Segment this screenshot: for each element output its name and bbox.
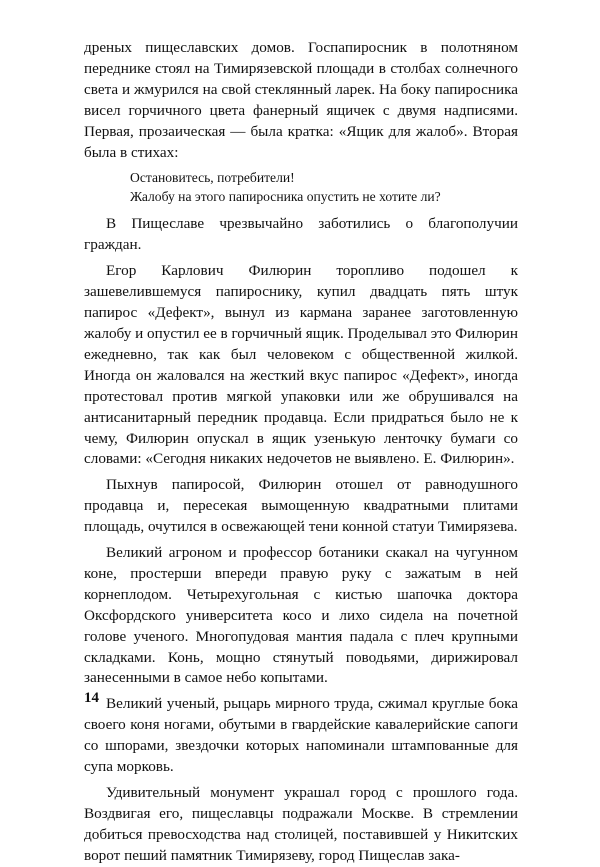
verse-block xyxy=(130,168,518,206)
paragraph: Великий ученый, рыцарь мирного труда, сжимал круглые бока своего коня ногами, обутыми в гвардейские кавалерийские сапоги со шпорами, звездочки которых напоминали штампованные для супа морковь. xyxy=(84,695,518,776)
paragraph: Удивительный монумент украшал город с прошлого года. Воздвигая его, пищеславцы подражали Москве. В стремлении добиться превосходства над столицей, поставившей у Никитских ворот пеший памятник Тимирязеву, город Пищеслав зака- xyxy=(84,784,518,864)
paragraph: Пыхнув папиросой, Филюрин отошел от равнодушного продавца и, пересекая вымощенную квадратными плитами площадь, очутился в освежающей тени конной статуи Тимирязева. xyxy=(84,476,518,536)
verse-line: Жалобу на этого папиросника опустить не хотите ли? xyxy=(130,189,441,205)
paragraph: Великий агроном и профессор ботаники скакал на чугунном коне, простерши впереди правую руку с зажатым в ней корнеплодом. Четырехугольная с кистью шапочка доктора Оксфордского университета косо и лихо сидела на почетной голове ученого. Многопудовая мантия падала с плеч крупными складками. Конь, мощно стянутый поводьями, дирижировал занесенными в самое небо копытами. xyxy=(84,544,518,687)
page-number: 14 xyxy=(84,690,99,706)
book-page xyxy=(84,38,518,867)
paragraph-intro: дреных пищеславских домов. Госпапиросник в полотняном переднике стоял на Тимирязевской площади в столбах солнечного света и жмурился на свой стеклянный ларек. На боку папиросника висел горчичного цвета фанерный ящичек с двумя надписями. Первая, прозаическая — была кратка: «Ящик для жалоб». Вторая была в стихах: xyxy=(84,39,518,161)
paragraph: Егор Карлович Филюрин торопливо подошел к зашевелившемуся папироснику, купил двадцать пять штук папирос «Дефект», вынул из кармана заранее заготовленную жалобу и опустил ее в горчичный ящик. Проделывал это Филюрин ежедневно, так как был человеком с общественной жилкой. Иногда он жаловался на жесткий вкус папирос «Дефект», иногда протестовал против мягкой упаковки или же обрушивался на антисанитарный передник продавца. Если придраться было не к чему, Филюрин опускал в ящик узенькую ленточку бумаги со словами: «Сегодня никаких недочетов не выявлено. Е. Филюрин». xyxy=(84,262,518,468)
verse-line: Остановитесь, потребители! xyxy=(130,170,295,186)
paragraph: В Пищеславе чрезвычайно заботились о благополучии граждан. xyxy=(84,215,518,254)
